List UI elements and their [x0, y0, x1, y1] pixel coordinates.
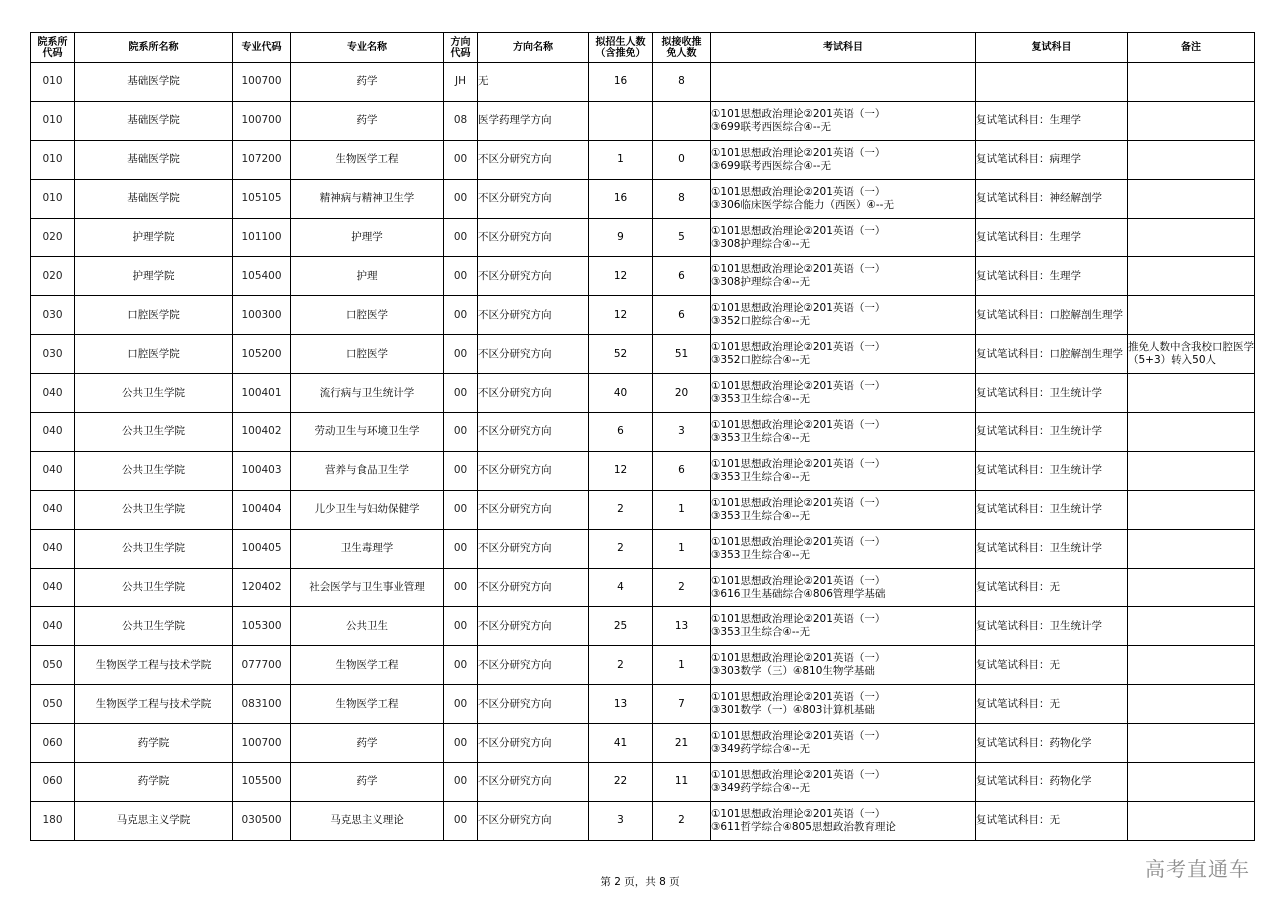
- enroll-count-cell: 1: [589, 140, 653, 179]
- exam-line-2: ③699联考西医综合④--无: [711, 159, 831, 172]
- enroll-count-cell: 25: [589, 607, 653, 646]
- table-row: [31, 568, 1255, 607]
- major-name-cell: 护理学: [291, 218, 444, 257]
- table-row: [31, 801, 1255, 840]
- dept-name-cell: 公共卫生学院: [75, 490, 233, 529]
- enroll-count-cell: 2: [589, 646, 653, 685]
- exam-subjects-cell: [711, 685, 976, 724]
- retest-subjects-cell: 复试笔试科目：无: [976, 685, 1128, 724]
- exempt-count-cell: 1: [653, 490, 711, 529]
- dept-code-cell: 030: [31, 296, 75, 335]
- dept-code-cell: 050: [31, 685, 75, 724]
- header-major-code: 专业代码: [233, 33, 291, 63]
- dept-name-cell: 药学院: [75, 724, 233, 763]
- dept-name-cell: 公共卫生学院: [75, 568, 233, 607]
- table-row: [31, 374, 1255, 413]
- major-code-cell: 120402: [233, 568, 291, 607]
- dept-code-cell: 060: [31, 763, 75, 802]
- direction-name-cell: 不区分研究方向: [478, 413, 589, 452]
- exam-subjects-cell: [711, 529, 976, 568]
- remarks-cell: [1128, 101, 1255, 140]
- enrollment-table: [30, 32, 1255, 841]
- major-code-cell: 100300: [233, 296, 291, 335]
- exempt-count-cell: 21: [653, 724, 711, 763]
- retest-subjects-cell: 复试笔试科目：病理学: [976, 140, 1128, 179]
- exam-line-1: ①101思想政治理论②201英语（一）: [711, 496, 886, 509]
- major-name-cell: 儿少卫生与妇幼保健学: [291, 490, 444, 529]
- exam-line-2: ③308护理综合④--无: [711, 276, 810, 289]
- major-name-cell: 生物医学工程: [291, 646, 444, 685]
- direction-name-cell: 医学药理学方向: [478, 101, 589, 140]
- enroll-count-cell: 2: [589, 490, 653, 529]
- direction-code-cell: 00: [444, 646, 478, 685]
- remarks-cell: [1128, 763, 1255, 802]
- retest-subjects-cell: 复试笔试科目：卫生统计学: [976, 451, 1128, 490]
- exam-line-2: ③306临床医学综合能力（西医）④--无: [711, 198, 894, 211]
- table-row: [31, 101, 1255, 140]
- major-name-cell: 精神病与精神卫生学: [291, 179, 444, 218]
- remarks-cell: [1128, 529, 1255, 568]
- major-code-cell: 083100: [233, 685, 291, 724]
- dept-name-cell: 公共卫生学院: [75, 607, 233, 646]
- dept-code-cell: 010: [31, 179, 75, 218]
- dept-name-cell: 基础医学院: [75, 63, 233, 102]
- direction-code-cell: 00: [444, 451, 478, 490]
- dept-code-cell: 040: [31, 568, 75, 607]
- remarks-cell: 推免人数中含我校口腔医学（5+3）转入50人: [1128, 335, 1255, 374]
- exempt-count-cell: 51: [653, 335, 711, 374]
- dept-code-cell: 040: [31, 490, 75, 529]
- table-row: [31, 413, 1255, 452]
- exam-line-2: ③699联考西医综合④--无: [711, 120, 831, 133]
- enroll-count-cell: 2: [589, 529, 653, 568]
- table-row: [31, 63, 1255, 102]
- page-footer: 第 2 页，共 8 页: [600, 876, 680, 888]
- major-name-cell: 卫生毒理学: [291, 529, 444, 568]
- exam-line-2: ③353卫生综合④--无: [711, 393, 810, 406]
- header-exam-subjects: 考试科目: [711, 33, 976, 63]
- dept-name-cell: 基础医学院: [75, 179, 233, 218]
- exam-subjects-cell: [711, 490, 976, 529]
- retest-subjects-cell: 复试笔试科目：卫生统计学: [976, 607, 1128, 646]
- exam-subjects-cell: [711, 568, 976, 607]
- direction-code-cell: 00: [444, 218, 478, 257]
- exempt-count-cell: 1: [653, 529, 711, 568]
- direction-name-cell: 不区分研究方向: [478, 490, 589, 529]
- retest-subjects-cell: 复试笔试科目：卫生统计学: [976, 374, 1128, 413]
- major-name-cell: 药学: [291, 63, 444, 102]
- major-name-cell: 护理: [291, 257, 444, 296]
- dept-name-cell: 生物医学工程与技术学院: [75, 685, 233, 724]
- enroll-count-cell: 16: [589, 179, 653, 218]
- exam-line-2: ③353卫生综合④--无: [711, 431, 810, 444]
- exam-line-1: ①101思想政治理论②201英语（一）: [711, 535, 886, 548]
- remarks-cell: [1128, 257, 1255, 296]
- major-name-cell: 营养与食品卫生学: [291, 451, 444, 490]
- enroll-count-cell: 9: [589, 218, 653, 257]
- remarks-cell: [1128, 374, 1255, 413]
- direction-name-cell: 不区分研究方向: [478, 568, 589, 607]
- exam-subjects-cell: [711, 63, 976, 102]
- table-row: [31, 257, 1255, 296]
- remarks-cell: [1128, 724, 1255, 763]
- enroll-count-cell: 4: [589, 568, 653, 607]
- enroll-count-cell: 12: [589, 451, 653, 490]
- direction-code-cell: 00: [444, 568, 478, 607]
- exam-subjects-cell: [711, 335, 976, 374]
- dept-name-cell: 生物医学工程与技术学院: [75, 646, 233, 685]
- exam-line-1: ①101思想政治理论②201英语（一）: [711, 652, 886, 665]
- exam-line-1: ①101思想政治理论②201英语（一）: [711, 613, 886, 626]
- exam-subjects-cell: [711, 607, 976, 646]
- direction-name-cell: 不区分研究方向: [478, 335, 589, 374]
- exam-line-2: ③308护理综合④--无: [711, 237, 810, 250]
- exam-line-1: ①101思想政治理论②201英语（一）: [711, 302, 886, 315]
- exam-line-1: ①101思想政治理论②201英语（一）: [711, 457, 886, 470]
- header-remarks: 备注: [1128, 33, 1255, 63]
- retest-subjects-cell: 复试笔试科目：生理学: [976, 218, 1128, 257]
- dept-code-cell: 020: [31, 218, 75, 257]
- retest-subjects-cell: 复试笔试科目：无: [976, 801, 1128, 840]
- direction-code-cell: 08: [444, 101, 478, 140]
- header-retest-subjects: 复试科目: [976, 33, 1128, 63]
- major-code-cell: 105300: [233, 607, 291, 646]
- direction-code-cell: 00: [444, 607, 478, 646]
- dept-name-cell: 公共卫生学院: [75, 374, 233, 413]
- major-name-cell: 药学: [291, 724, 444, 763]
- table-row: [31, 763, 1255, 802]
- enroll-count-cell: 40: [589, 374, 653, 413]
- direction-name-cell: 不区分研究方向: [478, 801, 589, 840]
- exempt-count-cell: 5: [653, 218, 711, 257]
- dept-code-cell: 040: [31, 374, 75, 413]
- exam-line-2: ③353卫生综合④--无: [711, 548, 810, 561]
- exempt-count-cell: 2: [653, 568, 711, 607]
- exam-subjects-cell: [711, 296, 976, 335]
- retest-subjects-cell: 复试笔试科目：口腔解剖生理学: [976, 335, 1128, 374]
- major-code-cell: 105200: [233, 335, 291, 374]
- direction-code-cell: 00: [444, 685, 478, 724]
- remarks-cell: [1128, 685, 1255, 724]
- major-code-cell: 100700: [233, 63, 291, 102]
- direction-name-cell: 不区分研究方向: [478, 296, 589, 335]
- dept-name-cell: 口腔医学院: [75, 335, 233, 374]
- direction-code-cell: 00: [444, 413, 478, 452]
- exam-line-2: ③353卫生综合④--无: [711, 626, 810, 639]
- major-name-cell: 公共卫生: [291, 607, 444, 646]
- major-code-cell: 107200: [233, 140, 291, 179]
- exam-line-1: ①101思想政治理论②201英语（一）: [711, 146, 886, 159]
- header-direction-code: 方向代码: [444, 33, 478, 63]
- direction-name-cell: 不区分研究方向: [478, 685, 589, 724]
- table-row: [31, 529, 1255, 568]
- exempt-count-cell: 20: [653, 374, 711, 413]
- direction-name-cell: 不区分研究方向: [478, 257, 589, 296]
- remarks-cell: [1128, 490, 1255, 529]
- direction-name-cell: 不区分研究方向: [478, 529, 589, 568]
- table-row: [31, 335, 1255, 374]
- dept-code-cell: 040: [31, 529, 75, 568]
- major-name-cell: 马克思主义理论: [291, 801, 444, 840]
- major-code-cell: 077700: [233, 646, 291, 685]
- retest-subjects-cell: 复试笔试科目：无: [976, 568, 1128, 607]
- direction-code-cell: 00: [444, 724, 478, 763]
- exam-line-2: ③352口腔综合④--无: [711, 354, 810, 367]
- table-row: [31, 218, 1255, 257]
- exam-line-1: ①101思想政治理论②201英语（一）: [711, 768, 886, 781]
- major-code-cell: 101100: [233, 218, 291, 257]
- direction-name-cell: 不区分研究方向: [478, 724, 589, 763]
- direction-name-cell: 不区分研究方向: [478, 646, 589, 685]
- enroll-count-cell: 13: [589, 685, 653, 724]
- exam-line-1: ①101思想政治理论②201英语（一）: [711, 263, 886, 276]
- direction-name-cell: 无: [478, 63, 589, 102]
- watermark: 高考直通车: [1145, 857, 1250, 881]
- dept-name-cell: 护理学院: [75, 257, 233, 296]
- retest-subjects-cell: 复试笔试科目：卫生统计学: [976, 413, 1128, 452]
- header-dept-name: 院系所名称: [75, 33, 233, 63]
- exempt-count-cell: 13: [653, 607, 711, 646]
- exempt-count-cell: 2: [653, 801, 711, 840]
- exam-line-1: ①101思想政治理论②201英语（一）: [711, 380, 886, 393]
- dept-code-cell: 020: [31, 257, 75, 296]
- dept-name-cell: 护理学院: [75, 218, 233, 257]
- exam-line-2: ③349药学综合④--无: [711, 743, 810, 756]
- exam-line-2: ③349药学综合④--无: [711, 781, 810, 794]
- exempt-count-cell: 7: [653, 685, 711, 724]
- dept-name-cell: 公共卫生学院: [75, 413, 233, 452]
- retest-subjects-cell: 复试笔试科目：卫生统计学: [976, 529, 1128, 568]
- exam-line-2: ③611哲学综合④805思想政治教育理论: [711, 820, 896, 833]
- remarks-cell: [1128, 296, 1255, 335]
- dept-name-cell: 马克思主义学院: [75, 801, 233, 840]
- major-name-cell: 社会医学与卫生事业管理: [291, 568, 444, 607]
- exempt-count-cell: 11: [653, 763, 711, 802]
- enroll-count-cell: [589, 101, 653, 140]
- direction-name-cell: 不区分研究方向: [478, 218, 589, 257]
- major-name-cell: 生物医学工程: [291, 140, 444, 179]
- header-major-name: 专业名称: [291, 33, 444, 63]
- major-code-cell: 105500: [233, 763, 291, 802]
- retest-subjects-cell: 复试笔试科目：药物化学: [976, 763, 1128, 802]
- header-exempt-count: 拟接收推免人数: [653, 33, 711, 63]
- direction-code-cell: 00: [444, 335, 478, 374]
- remarks-cell: [1128, 646, 1255, 685]
- enroll-count-cell: 12: [589, 296, 653, 335]
- exempt-count-cell: 6: [653, 296, 711, 335]
- exam-line-2: ③353卫生综合④--无: [711, 470, 810, 483]
- table-row: [31, 296, 1255, 335]
- table-row: [31, 451, 1255, 490]
- remarks-cell: [1128, 140, 1255, 179]
- retest-subjects-cell: 复试笔试科目：生理学: [976, 101, 1128, 140]
- exam-line-2: ③616卫生基础综合④806管理学基础: [711, 587, 886, 600]
- exam-line-1: ①101思想政治理论②201英语（一）: [711, 224, 886, 237]
- major-code-cell: 100405: [233, 529, 291, 568]
- dept-name-cell: 基础医学院: [75, 140, 233, 179]
- table-row: [31, 646, 1255, 685]
- exam-subjects-cell: [711, 374, 976, 413]
- dept-code-cell: 010: [31, 63, 75, 102]
- major-name-cell: 药学: [291, 763, 444, 802]
- major-name-cell: 生物医学工程: [291, 685, 444, 724]
- enroll-count-cell: 3: [589, 801, 653, 840]
- direction-name-cell: 不区分研究方向: [478, 179, 589, 218]
- direction-code-cell: 00: [444, 763, 478, 802]
- direction-code-cell: 00: [444, 801, 478, 840]
- exam-subjects-cell: [711, 179, 976, 218]
- exam-subjects-cell: [711, 451, 976, 490]
- major-code-cell: 030500: [233, 801, 291, 840]
- direction-code-cell: 00: [444, 374, 478, 413]
- exempt-count-cell: 8: [653, 179, 711, 218]
- table-row: [31, 179, 1255, 218]
- exam-subjects-cell: [711, 218, 976, 257]
- dept-code-cell: 040: [31, 413, 75, 452]
- remarks-cell: [1128, 607, 1255, 646]
- exam-subjects-cell: [711, 801, 976, 840]
- exam-line-2: ③353卫生综合④--无: [711, 509, 810, 522]
- table-row: [31, 607, 1255, 646]
- dept-code-cell: 040: [31, 607, 75, 646]
- exam-line-1: ①101思想政治理论②201英语（一）: [711, 107, 886, 120]
- retest-subjects-cell: 复试笔试科目：生理学: [976, 257, 1128, 296]
- exam-line-1: ①101思想政治理论②201英语（一）: [711, 574, 886, 587]
- direction-code-cell: 00: [444, 140, 478, 179]
- major-code-cell: 100401: [233, 374, 291, 413]
- exempt-count-cell: 1: [653, 646, 711, 685]
- table-row: [31, 724, 1255, 763]
- dept-code-cell: 180: [31, 801, 75, 840]
- direction-name-cell: 不区分研究方向: [478, 763, 589, 802]
- header-row: [31, 33, 1255, 63]
- direction-code-cell: 00: [444, 296, 478, 335]
- retest-subjects-cell: 复试笔试科目：神经解剖学: [976, 179, 1128, 218]
- exam-line-2: ③303数学（三）④810生物学基础: [711, 665, 875, 678]
- enroll-count-cell: 16: [589, 63, 653, 102]
- major-code-cell: 100403: [233, 451, 291, 490]
- dept-code-cell: 060: [31, 724, 75, 763]
- retest-subjects-cell: 复试笔试科目：无: [976, 646, 1128, 685]
- dept-code-cell: 030: [31, 335, 75, 374]
- exempt-count-cell: 6: [653, 451, 711, 490]
- direction-name-cell: 不区分研究方向: [478, 140, 589, 179]
- exam-subjects-cell: [711, 140, 976, 179]
- exam-subjects-cell: [711, 257, 976, 296]
- exam-line-1: ①101思想政治理论②201英语（一）: [711, 691, 886, 704]
- dept-code-cell: 040: [31, 451, 75, 490]
- major-name-cell: 流行病与卫生统计学: [291, 374, 444, 413]
- remarks-cell: [1128, 568, 1255, 607]
- major-name-cell: 药学: [291, 101, 444, 140]
- table-row: [31, 685, 1255, 724]
- retest-subjects-cell: [976, 63, 1128, 102]
- remarks-cell: [1128, 63, 1255, 102]
- retest-subjects-cell: 复试笔试科目：卫生统计学: [976, 490, 1128, 529]
- exam-line-1: ①101思想政治理论②201英语（一）: [711, 341, 886, 354]
- exam-line-2: ③301数学（一）④803计算机基础: [711, 704, 875, 717]
- dept-name-cell: 公共卫生学院: [75, 451, 233, 490]
- direction-code-cell: JH: [444, 63, 478, 102]
- dept-code-cell: 010: [31, 101, 75, 140]
- dept-code-cell: 050: [31, 646, 75, 685]
- direction-code-cell: 00: [444, 179, 478, 218]
- exam-subjects-cell: [711, 763, 976, 802]
- table-row: [31, 140, 1255, 179]
- exam-subjects-cell: [711, 101, 976, 140]
- header-direction-name: 方向名称: [478, 33, 589, 63]
- exam-subjects-cell: [711, 413, 976, 452]
- exempt-count-cell: 8: [653, 63, 711, 102]
- retest-subjects-cell: 复试笔试科目：口腔解剖生理学: [976, 296, 1128, 335]
- exempt-count-cell: 3: [653, 413, 711, 452]
- dept-name-cell: 药学院: [75, 763, 233, 802]
- major-code-cell: 105400: [233, 257, 291, 296]
- exam-line-1: ①101思想政治理论②201英语（一）: [711, 185, 886, 198]
- direction-name-cell: 不区分研究方向: [478, 451, 589, 490]
- remarks-cell: [1128, 801, 1255, 840]
- remarks-cell: [1128, 179, 1255, 218]
- direction-name-cell: 不区分研究方向: [478, 607, 589, 646]
- dept-name-cell: 口腔医学院: [75, 296, 233, 335]
- dept-code-cell: 010: [31, 140, 75, 179]
- major-code-cell: 100700: [233, 101, 291, 140]
- exempt-count-cell: 0: [653, 140, 711, 179]
- dept-name-cell: 公共卫生学院: [75, 529, 233, 568]
- enroll-count-cell: 22: [589, 763, 653, 802]
- major-name-cell: 口腔医学: [291, 296, 444, 335]
- retest-subjects-cell: 复试笔试科目：药物化学: [976, 724, 1128, 763]
- direction-name-cell: 不区分研究方向: [478, 374, 589, 413]
- exam-line-1: ①101思想政治理论②201英语（一）: [711, 730, 886, 743]
- remarks-cell: [1128, 413, 1255, 452]
- major-code-cell: 100404: [233, 490, 291, 529]
- exam-line-1: ①101思想政治理论②201英语（一）: [711, 418, 886, 431]
- remarks-cell: [1128, 218, 1255, 257]
- enroll-count-cell: 41: [589, 724, 653, 763]
- table-row: [31, 490, 1255, 529]
- major-name-cell: 口腔医学: [291, 335, 444, 374]
- enroll-count-cell: 52: [589, 335, 653, 374]
- dept-name-cell: 基础医学院: [75, 101, 233, 140]
- exam-line-1: ①101思想政治理论②201英语（一）: [711, 807, 886, 820]
- exempt-count-cell: 6: [653, 257, 711, 296]
- remarks-cell: [1128, 451, 1255, 490]
- direction-code-cell: 00: [444, 529, 478, 568]
- header-enroll-count: 拟招生人数（含推免）: [589, 33, 653, 63]
- exam-subjects-cell: [711, 724, 976, 763]
- table-body: [31, 63, 1255, 841]
- direction-code-cell: 00: [444, 490, 478, 529]
- major-code-cell: 100402: [233, 413, 291, 452]
- exempt-count-cell: [653, 101, 711, 140]
- major-name-cell: 劳动卫生与环境卫生学: [291, 413, 444, 452]
- exam-subjects-cell: [711, 646, 976, 685]
- direction-code-cell: 00: [444, 257, 478, 296]
- major-code-cell: 100700: [233, 724, 291, 763]
- major-code-cell: 105105: [233, 179, 291, 218]
- exam-line-2: ③352口腔综合④--无: [711, 315, 810, 328]
- enroll-count-cell: 12: [589, 257, 653, 296]
- header-dept-code: 院系所代码: [31, 33, 75, 63]
- enroll-count-cell: 6: [589, 413, 653, 452]
